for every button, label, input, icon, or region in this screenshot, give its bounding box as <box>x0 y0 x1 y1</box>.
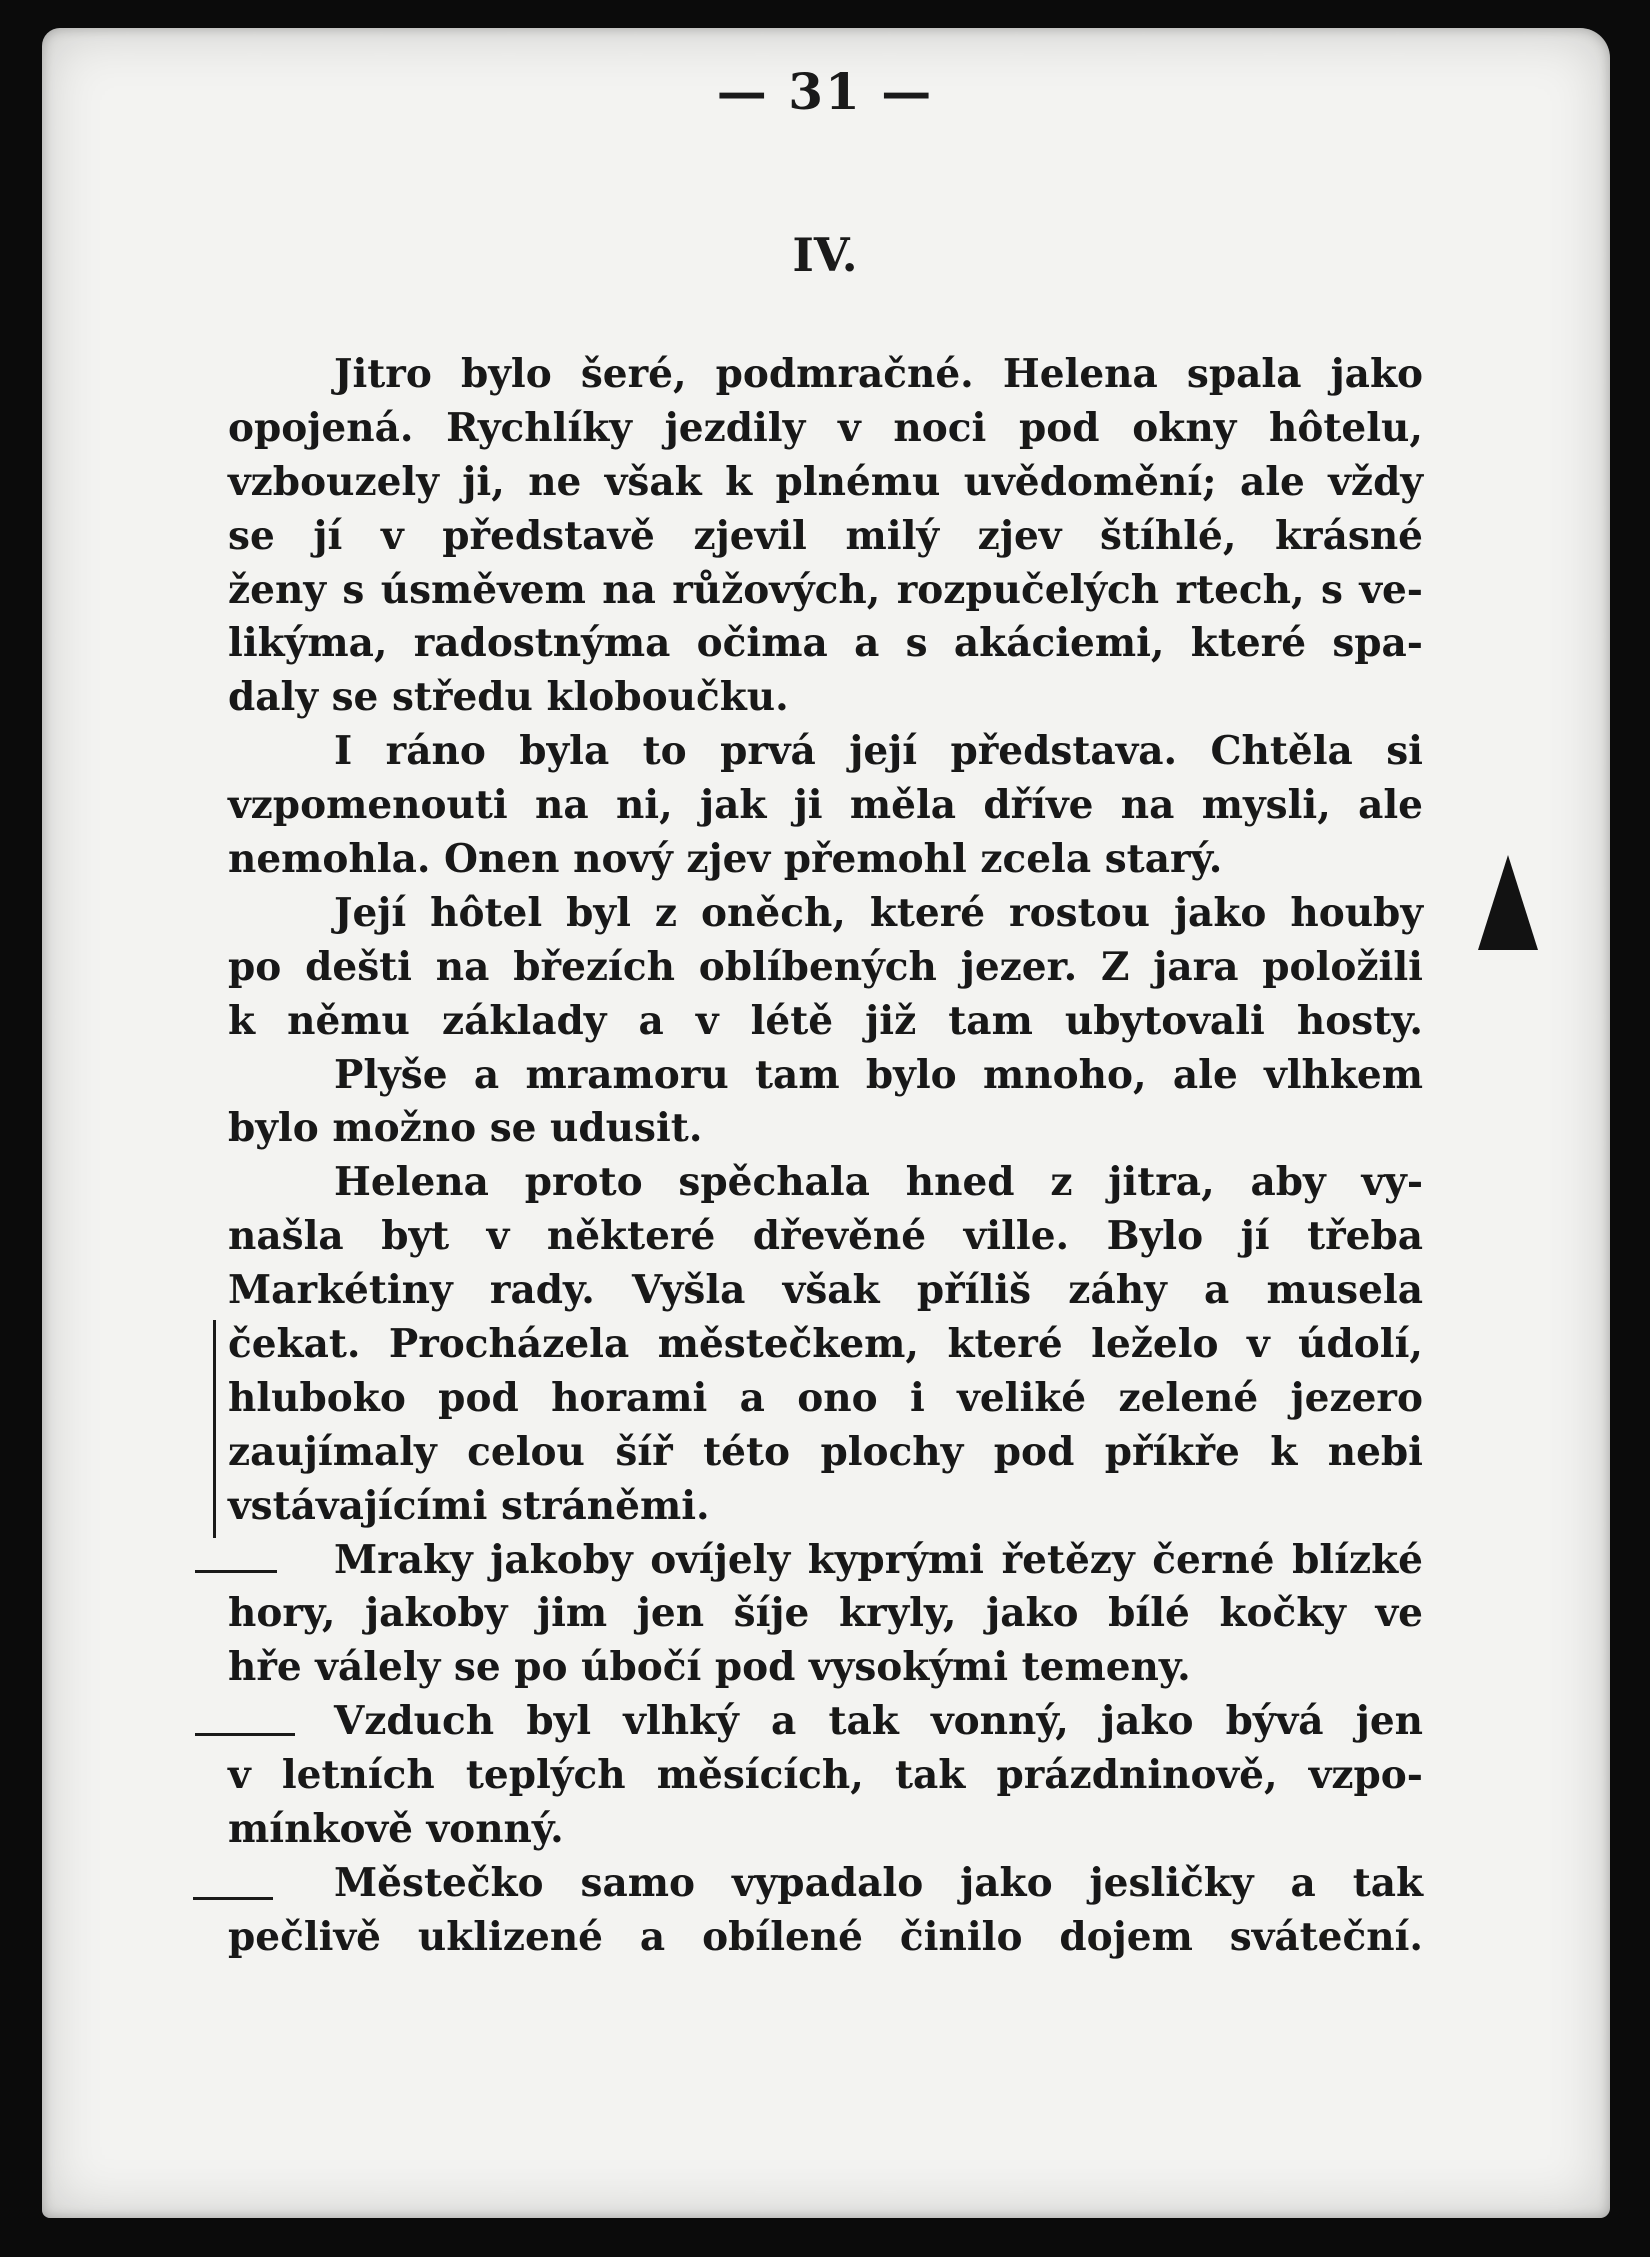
text-line: ženy s úsměvem na růžových, rozpučelých rtech, s ve- <box>228 566 1423 613</box>
margin-dash-mark <box>195 1733 295 1736</box>
text-line: opojená. Rychlíky jezdily v noci pod okny hôtelu, <box>228 404 1423 451</box>
page-number: — 31 — <box>716 62 934 121</box>
text-line: Její hôtel byl z oněch, které rostou jako houby <box>334 889 1423 936</box>
text-line: čekat. Procházela městečkem, které leželo v údolí, <box>228 1321 1423 1368</box>
text-line: likýma, radostnýma očima a s akáciemi, které spa- <box>228 620 1423 667</box>
text-line: vzbouzely ji, ne však k plnému uvědomění; ale vždy <box>228 458 1423 505</box>
text-line: hře válely se po úbočí pod vysokými temeny. <box>228 1644 1191 1691</box>
text-line: Jitro bylo šeré, podmračné. Helena spala jako <box>334 351 1423 397</box>
text-line: po dešti na březích oblíbených jezer. Z jara položili <box>228 943 1423 990</box>
text-line: Vzduch byl vlhký a tak vonný, jako bývá jen <box>334 1698 1423 1745</box>
text-line: Markétiny rady. Vyšla však příliš záhy a musela <box>228 1267 1423 1314</box>
chapter-heading: IV. <box>792 228 858 282</box>
margin-dash-mark <box>193 1897 273 1900</box>
text-line: Helena proto spěchala hned z jitra, aby vy- <box>334 1159 1423 1206</box>
margin-bracket-mark <box>213 1320 216 1538</box>
text-line: pečlivě uklizené a obílené činilo dojem sváteční. <box>228 1913 1423 1960</box>
text-line: daly se středu kloboučku. <box>228 674 789 721</box>
text-line: nemohla. Onen nový zjev přemohl zcela starý. <box>228 836 1223 883</box>
margin-ink-mark <box>1478 855 1538 950</box>
text-line: k němu základy a v létě již tam ubytovali hosty. <box>228 997 1423 1044</box>
margin-dash-mark <box>195 1570 277 1573</box>
text-line: v letních teplých měsících, tak prázdninově, vzpo- <box>228 1752 1423 1799</box>
text-line: Plyše a mramoru tam bylo mnoho, ale vlhkem <box>334 1051 1423 1098</box>
text-line: hluboko pod horami a ono i veliké zelené jezero <box>228 1374 1423 1421</box>
text-line: zaujímaly celou šíř této plochy pod příkře k nebi <box>228 1428 1423 1475</box>
text-line: se jí v představě zjevil milý zjev štíhlé, krásné <box>228 512 1423 559</box>
text-line: bylo možno se udusit. <box>228 1105 703 1152</box>
body-text <box>228 348 1423 1965</box>
text-line: Městečko samo vypadalo jako jesličky a tak <box>334 1859 1423 1906</box>
text-line: mínkově vonný. <box>228 1806 564 1853</box>
text-line: vstávajícími stráněmi. <box>228 1482 710 1529</box>
text-line: hory, jakoby jim jen šíje kryly, jako bílé kočky ve <box>228 1590 1423 1637</box>
text-line: Mraky jakoby ovíjely kyprými řetězy černé blízké <box>334 1536 1423 1583</box>
text-line: I ráno byla to prvá její představa. Chtěla si <box>334 728 1423 775</box>
text-line: našla byt v některé dřevěné ville. Bylo jí třeba <box>228 1213 1423 1260</box>
text-line: vzpomenouti na ni, jak ji měla dříve na mysli, ale <box>228 782 1423 829</box>
